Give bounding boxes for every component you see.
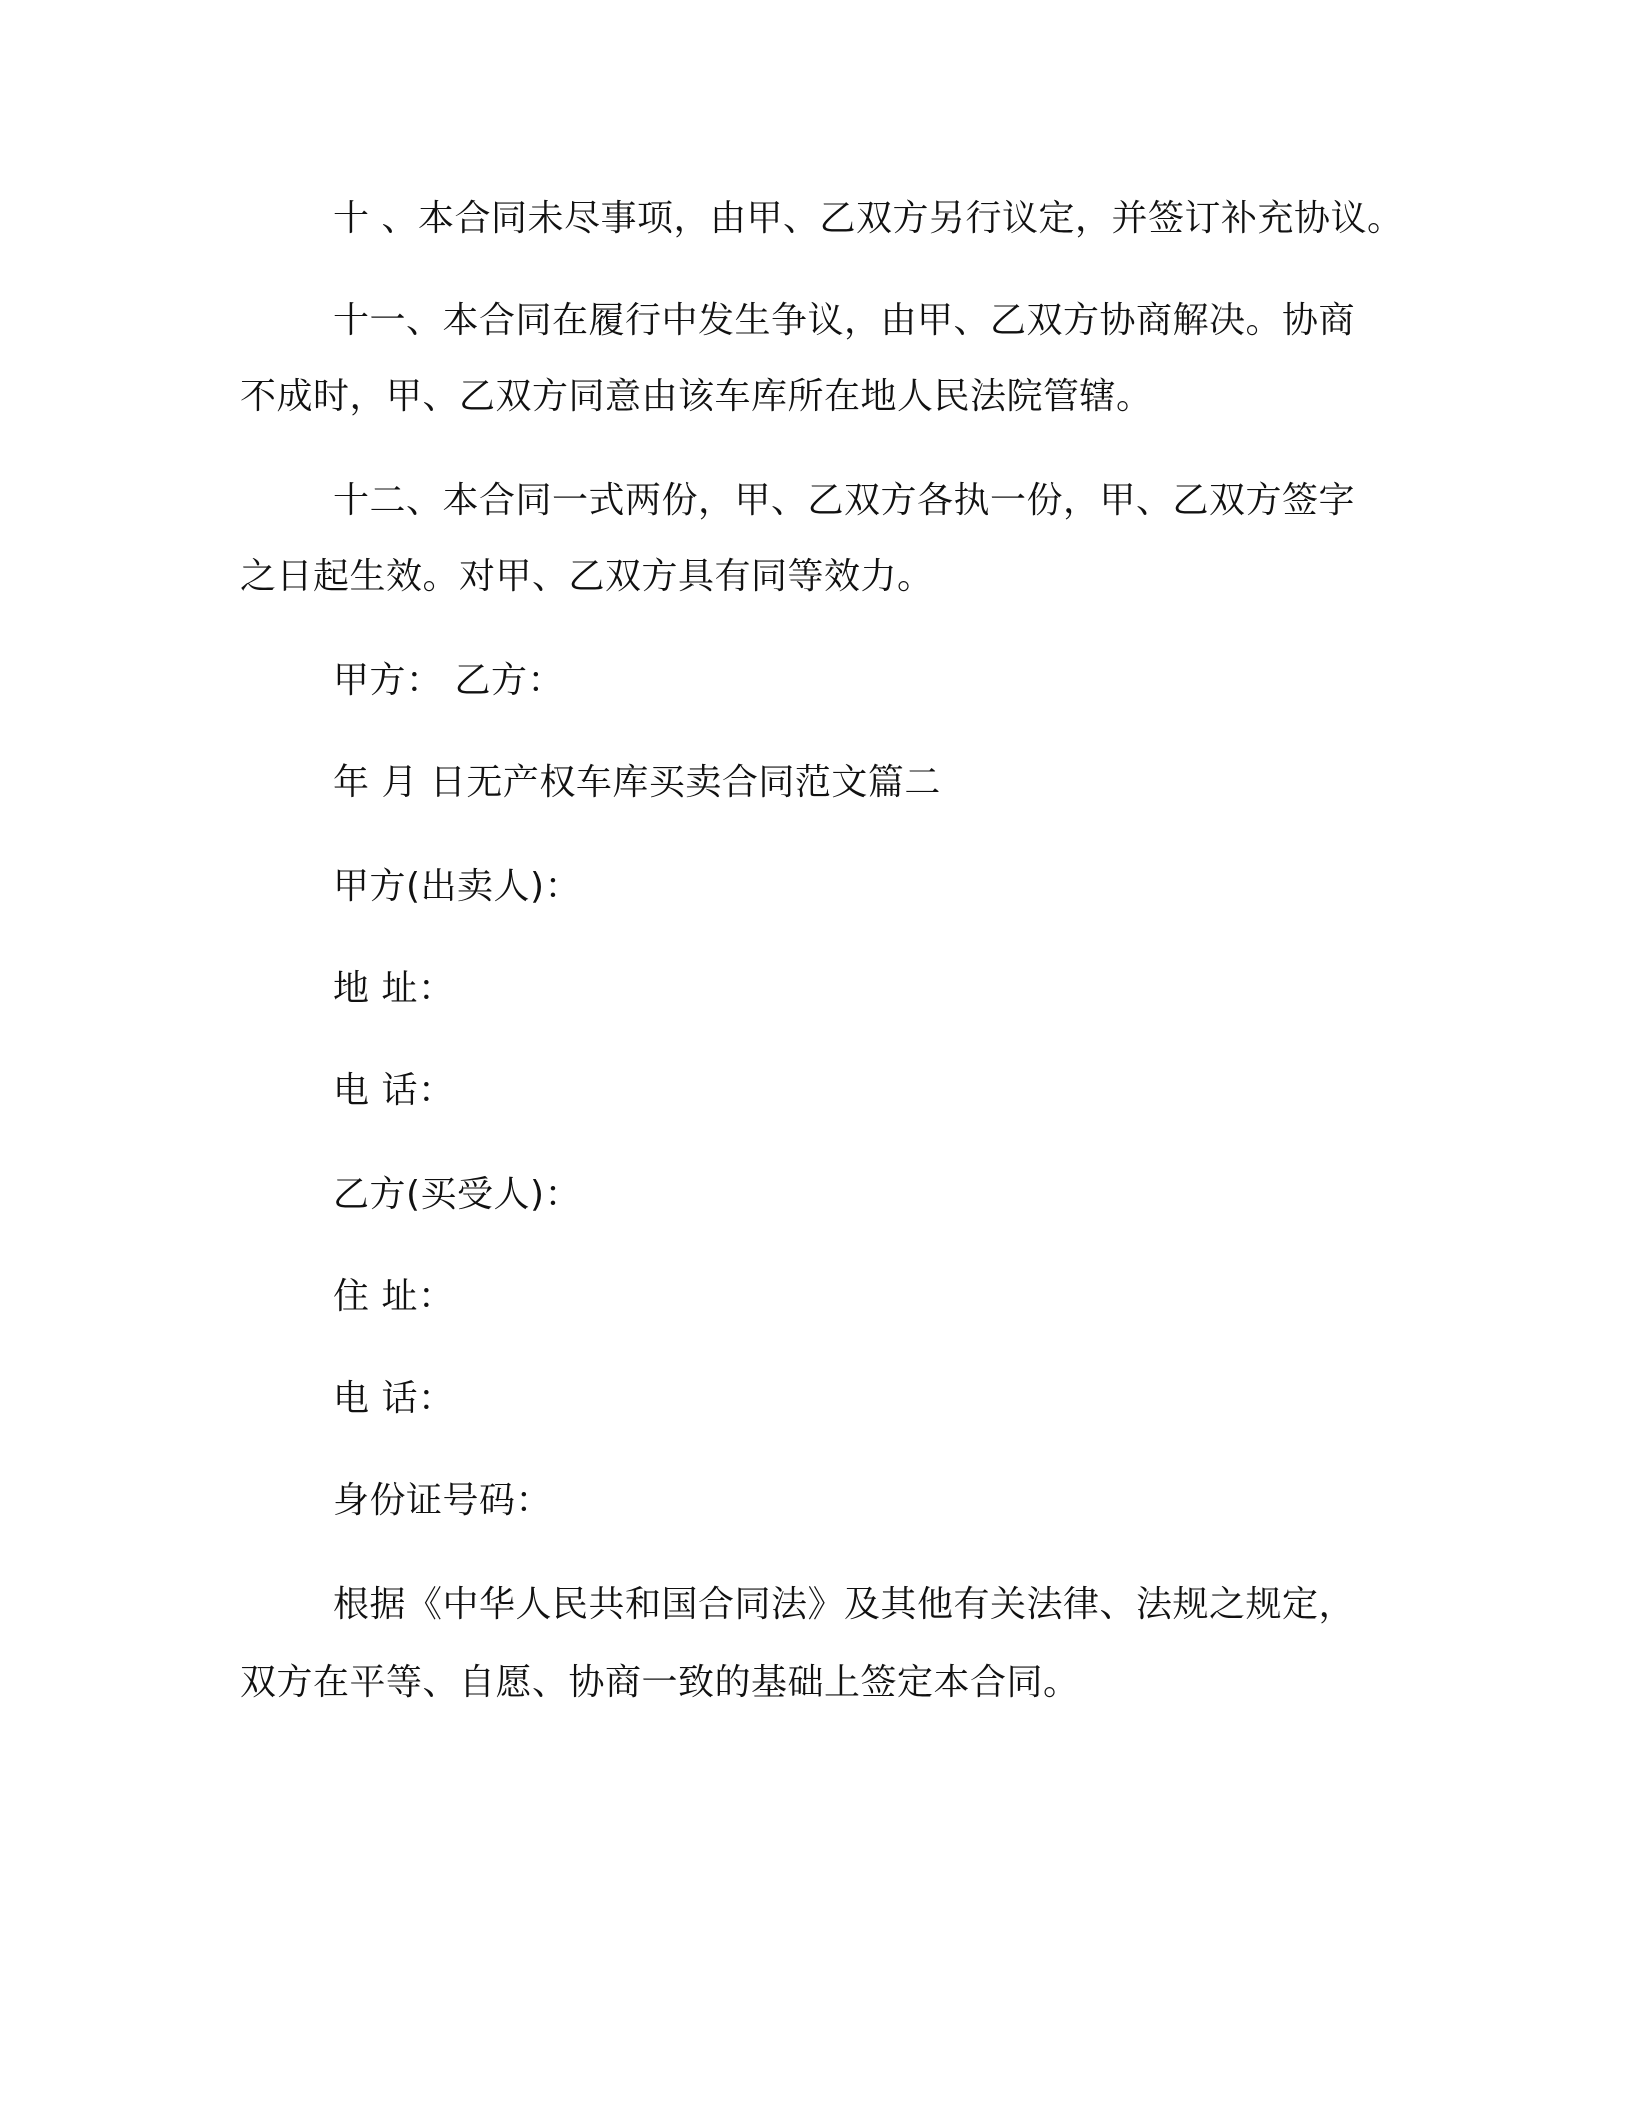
party-a-address: 地 址： — [333, 968, 455, 1009]
preamble-line-2: 双方在平等、自愿、协商一致的基础上签定本合同。 — [240, 1662, 1080, 1703]
clause-10-line-1: 十 、本合同未尽事项，由甲、乙双方另行议定，并签订补充协议。 — [333, 198, 1404, 239]
clause-12-line-2: 之日起生效。对甲、乙双方具有同等效力。 — [240, 556, 934, 597]
party-b-id-number: 身份证号码： — [333, 1480, 553, 1521]
clause-11-line-1: 十一、本合同在履行中发生争议，由甲、乙双方协商解决。协商 — [333, 300, 1356, 341]
clause-12-line-1: 十二、本合同一式两份，甲、乙双方各执一份，甲、乙双方签字 — [333, 480, 1356, 521]
party-b-label: 乙方(买受人)： — [333, 1174, 582, 1215]
party-a-phone: 电 话： — [333, 1070, 455, 1111]
party-a-label: 甲方(出卖人)： — [333, 866, 582, 907]
date-and-title: 年 月 日无产权车库买卖合同范文篇二 — [333, 762, 941, 803]
clause-11-line-2: 不成时，甲、乙双方同意由该车库所在地人民法院管辖。 — [240, 376, 1153, 417]
preamble-line-1: 根据《中华人民共和国合同法》及其他有关法律、法规之规定， — [333, 1584, 1356, 1625]
party-b-address: 住 址： — [333, 1276, 455, 1317]
party-b-phone: 电 话： — [333, 1378, 455, 1419]
signature-line: 甲方： 乙方： — [333, 660, 564, 701]
